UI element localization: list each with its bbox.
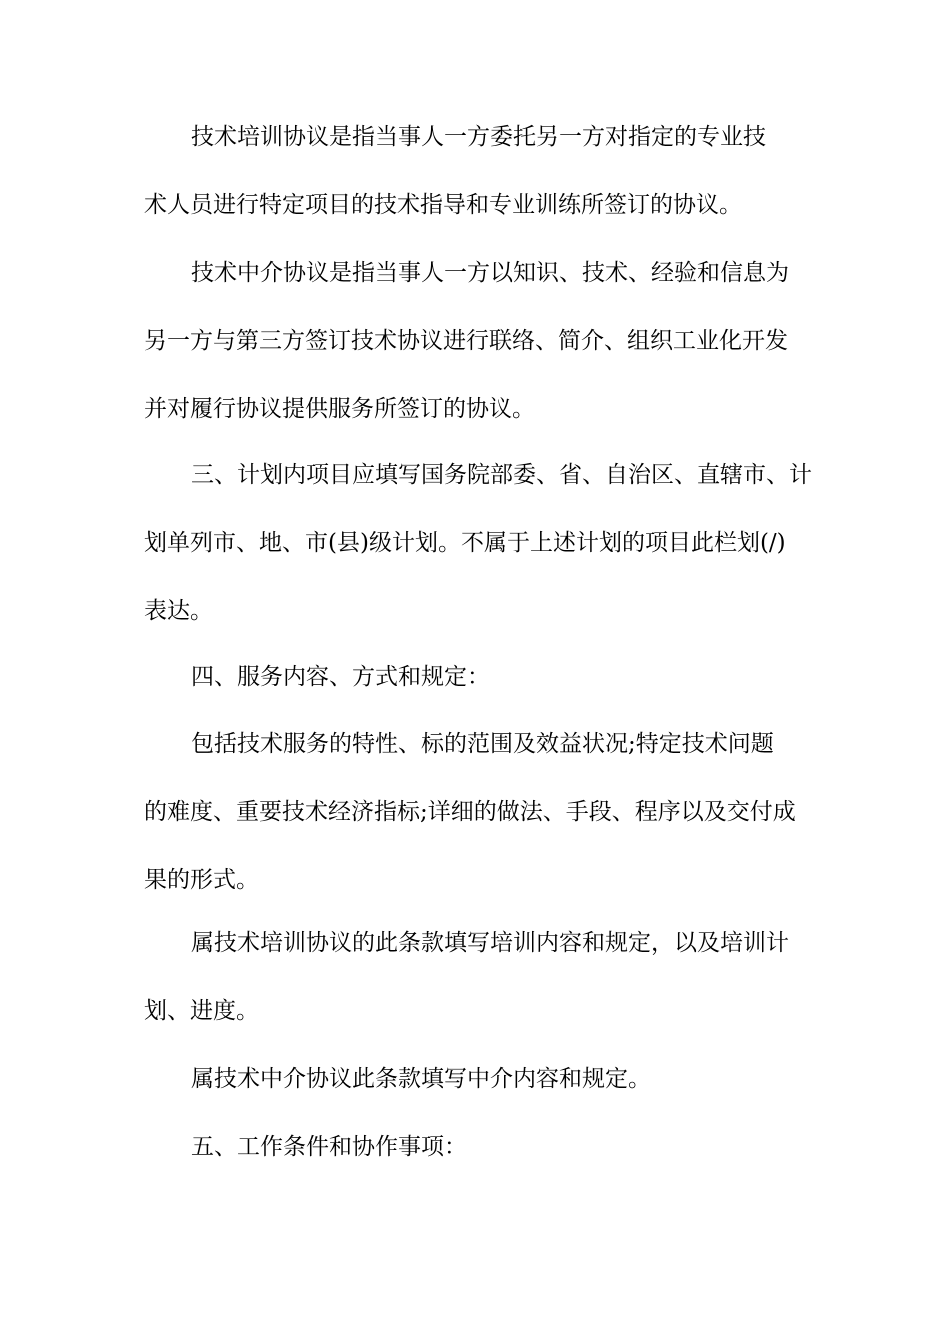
paragraph-line: 四、服务内容、方式和规定：	[191, 664, 490, 690]
paragraph-training-agreement	[144, 103, 809, 239]
paragraph-line: 技术培训协议是指当事人一方委托另一方对指定的专业技	[191, 124, 766, 150]
paragraph-line: 三、计划内项目应填写国务院部委、省、自治区、直辖市、计	[191, 462, 812, 488]
paragraph-line: 属技术中介协议此条款填写中介内容和规定。	[191, 1066, 651, 1092]
paragraph-line: 果的形式。	[144, 867, 259, 893]
heading-section-four	[144, 643, 809, 711]
paragraph-line: 划单列市、地、市(县)级计划。不属于上述计划的项目此栏划(/)	[144, 530, 786, 556]
paragraph-line: 包括技术服务的特性、标的范围及效益状况;特定技术问题	[191, 731, 774, 757]
paragraph-training-terms	[144, 909, 809, 1045]
paragraph-line: 属技术培训协议的此条款填写培训内容和规定，以及培训计	[191, 930, 789, 956]
paragraph-line: 技术中介协议是指当事人一方以知识、技术、经验和信息为	[191, 260, 789, 286]
paragraph-line: 划、进度。	[144, 998, 259, 1024]
paragraph-line: 并对履行协议提供服务所签订的协议。	[144, 396, 535, 422]
paragraph-line: 的难度、重要技术经济指标;详细的做法、手段、程序以及交付成	[144, 799, 796, 825]
paragraph-service-content	[144, 710, 809, 914]
paragraph-section-three	[144, 441, 812, 645]
heading-section-five	[144, 1113, 809, 1181]
paragraph-line: 表达。	[144, 598, 213, 624]
paragraph-line: 另一方与第三方签订技术协议进行联络、简介、组织工业化开发	[144, 328, 788, 354]
paragraph-intermediary-agreement	[144, 239, 809, 443]
paragraph-intermediary-terms	[144, 1045, 809, 1113]
paragraph-line: 五、工作条件和协作事项：	[191, 1134, 467, 1160]
paragraph-line: 术人员进行特定项目的技术指导和专业训练所签订的协议。	[144, 192, 742, 218]
